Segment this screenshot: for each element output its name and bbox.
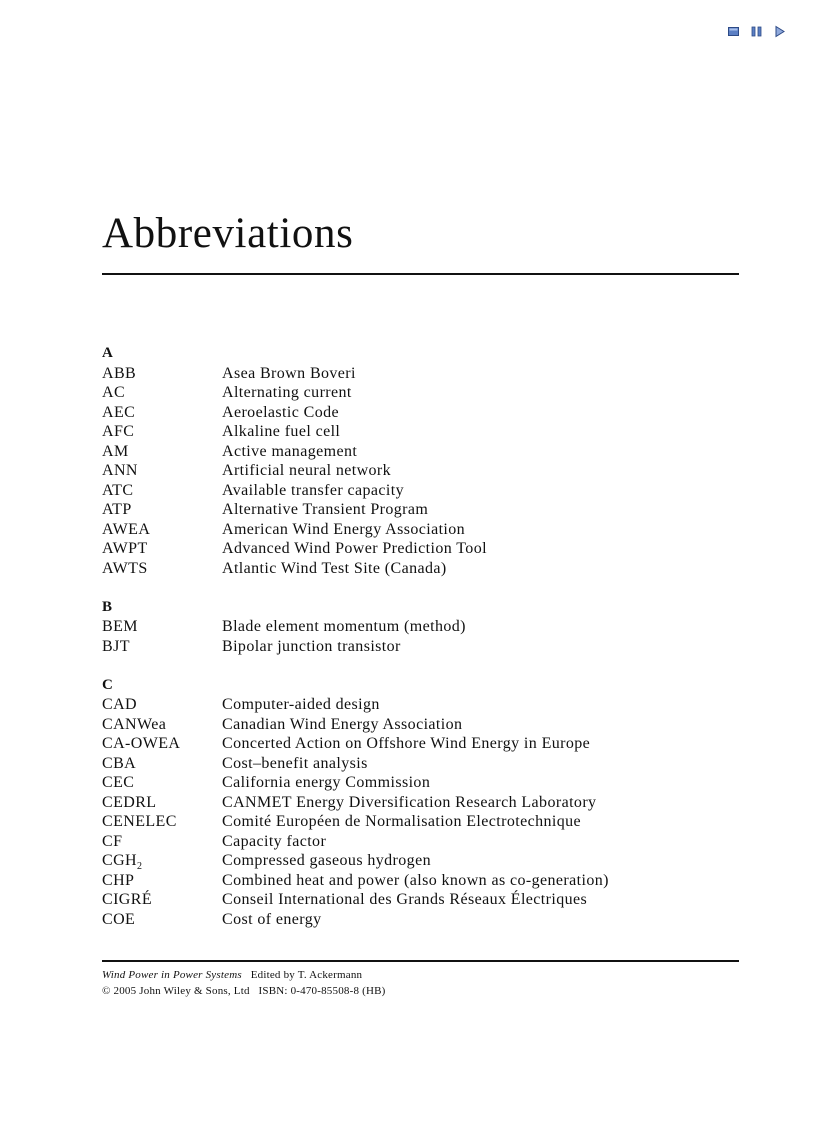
abbreviation [102,773,222,793]
page-footer [102,967,386,999]
definition: Cost–benefit analysis [222,754,368,772]
abbreviation [102,403,222,423]
definition: Active management [222,442,358,460]
copyright: © 2005 John Wiley & Sons, Ltd [102,985,250,997]
abbreviation-entry [102,364,739,384]
definition: Canadian Wind Energy Association [222,715,463,733]
abbreviation-text: BJT [102,637,130,655]
abbreviation-entry [102,383,739,403]
abbreviation [102,559,222,579]
abbreviation-text: AC [102,384,126,401]
abbreviation [102,910,222,930]
abbreviation-text: CEC [102,774,135,791]
abbreviation-text: ATC [102,481,134,499]
abbreviation-text: CF [102,832,123,850]
abbreviation-entry [102,403,739,423]
definition: Cost of energy [222,910,322,928]
definition: Bipolar junction transistor [222,637,401,655]
abbreviation-entry [102,773,739,793]
definition: Alternative Transient Program [222,501,429,518]
toc-icon[interactable] [727,25,740,38]
abbreviation-entry [102,910,739,930]
abbreviation-text: CBA [102,754,137,772]
abbreviation [102,890,222,910]
abbreviation [102,754,222,774]
abbreviation [102,832,222,852]
abbreviation-entry [102,422,739,442]
abbreviation-text: AFC [102,423,135,440]
abbreviation-entry [102,637,739,657]
page-title: Abbreviations [102,210,354,257]
editor: Edited by T. Ackermann [250,969,363,981]
abbreviation-entry [102,539,739,559]
abbreviation [102,520,222,540]
definition: American Wind Energy Association [222,520,466,538]
definition: Atlantic Wind Test Site (Canada) [222,559,447,577]
section-letter: C [102,676,113,693]
abbreviation-entry [102,871,739,891]
definition: Compressed gaseous hydrogen [222,852,431,869]
abbreviation-text: AWTS [102,559,148,577]
abbreviation-subscript: 2 [136,861,143,873]
section-letter: A [102,345,113,361]
abbreviation [102,500,222,520]
navigation-icons [727,25,786,38]
abbreviation [102,617,222,637]
next-page-icon[interactable] [773,25,786,38]
footer-line-1 [102,967,386,983]
abbreviation [102,812,222,832]
title-divider [102,273,739,275]
definition: Available transfer capacity [222,481,404,499]
abbreviation-entry [102,890,739,910]
book-title: Wind Power in Power Systems [102,969,242,981]
section-c [102,676,739,930]
abbreviation [102,481,222,501]
definition: Asea Brown Boveri [222,364,356,382]
abbreviation [102,539,222,559]
abbreviation-entry [102,754,739,774]
abbreviation-entry [102,812,739,832]
definition: Advanced Wind Power Prediction Tool [222,540,487,557]
section-b [102,598,739,657]
abbreviation-entry [102,617,739,637]
definition: Artificial neural network [222,462,392,479]
abbreviation-text: ATP [102,501,132,518]
abbreviation-entry [102,793,739,813]
abbreviation-entry [102,481,739,501]
abbreviation-text: CANWea [102,715,167,733]
abbreviation-entry [102,734,739,754]
abbreviation-text: COE [102,910,136,928]
definition: Comité Européen de Normalisation Electrotechnique [222,813,582,830]
abbreviation [102,442,222,462]
abbreviation-text: AEC [102,403,136,421]
abbreviation-text: CHP [102,871,135,889]
abbreviation [102,637,222,657]
definition: California energy Commission [222,774,431,791]
abbreviation-list [102,344,739,949]
footer-divider [102,960,739,962]
abbreviation-text: ANN [102,462,138,479]
abbreviation [102,422,222,442]
abbreviation-text: CAD [102,696,137,713]
abbreviation-entry [102,851,739,871]
abbreviation-entry [102,500,739,520]
footer-line-2 [102,983,386,999]
definition: Combined heat and power (also known as co-generation) [222,871,609,889]
abbreviation-entry [102,559,739,579]
abbreviation [102,851,222,871]
definition: CANMET Energy Diversification Research Laboratory [222,793,597,811]
abbreviation-entry [102,442,739,462]
definition: Conseil International des Grands Réseaux Électriques [222,891,588,908]
abbreviation-text: BEM [102,618,138,635]
definition: Aeroelastic Code [222,403,340,421]
definition: Alternating current [222,384,352,401]
abbreviation-entry [102,695,739,715]
isbn: ISBN: 0-470-85508-8 (HB) [258,985,386,997]
abbreviation-text: ABB [102,364,137,382]
abbreviation-entry [102,461,739,481]
abbreviation [102,734,222,754]
definition: Alkaline fuel cell [222,423,341,440]
abbreviation-entry [102,832,739,852]
definition: Blade element momentum (method) [222,618,466,635]
pause-icon[interactable] [750,25,763,38]
definition: Concerted Action on Offshore Wind Energy in Europe [222,735,591,752]
abbreviation-text: CA-OWEA [102,735,181,752]
abbreviation-text: AM [102,442,129,460]
abbreviation-entry [102,520,739,540]
abbreviation-text: CIGRÉ [102,891,152,908]
abbreviation [102,695,222,715]
definition: Capacity factor [222,832,327,850]
definition: Computer-aided design [222,696,380,713]
abbreviation [102,383,222,403]
abbreviation-text: AWEA [102,520,151,538]
abbreviation-entry [102,715,739,735]
abbreviation-text: CGH [102,852,137,869]
abbreviation [102,461,222,481]
abbreviation-text: CENELEC [102,813,177,830]
abbreviation [102,364,222,384]
abbreviation [102,871,222,891]
abbreviation [102,793,222,813]
abbreviation-text: CEDRL [102,793,157,811]
abbreviation [102,715,222,735]
abbreviation-text: AWPT [102,540,148,557]
section-letter: B [102,598,113,615]
section-a [102,344,739,578]
